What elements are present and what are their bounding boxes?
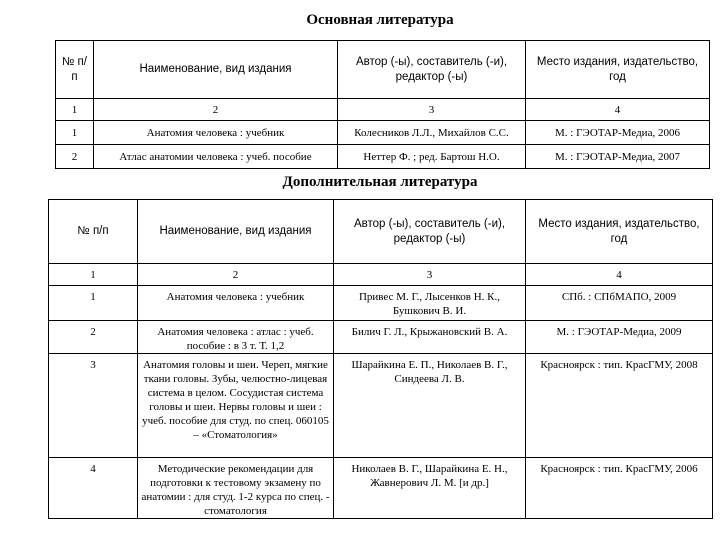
- column-number: 2: [94, 99, 338, 121]
- table-row: [56, 121, 710, 145]
- column-number: 3: [338, 99, 526, 121]
- book-author: Привес М. Г., Лысенков Н. К., Бушкович В. И.: [334, 286, 526, 321]
- book-publisher: СПб. : СПбМАПО, 2009: [526, 286, 713, 321]
- row-number: 1: [49, 286, 138, 321]
- additional-literature-title: Дополнительная литература: [282, 174, 478, 190]
- book-title: Методические рекомендации для подготовки к тестовому экзамену по анатомии : для студ. 1-2 курса по спец. - стоматология: [138, 458, 334, 519]
- book-publisher: Красноярск : тип. КрасГМУ, 2006: [526, 458, 713, 519]
- book-author: Николаев В. Г., Шарайкина Е. Н., Жавнерович Л. М. [и др.]: [334, 458, 526, 519]
- row-number: 2: [56, 145, 94, 169]
- book-title: Анатомия человека : учебник: [94, 121, 338, 145]
- book-author: Билич Г. Л., Крыжановский В. А.: [334, 321, 526, 354]
- header-row: [56, 41, 710, 99]
- column-number: 4: [526, 99, 710, 121]
- table-row: [56, 145, 710, 169]
- column-number: 2: [138, 264, 334, 286]
- book-title: Анатомия человека : атлас : учеб. пособие : в 3 т. Т. 1,2: [138, 321, 334, 354]
- column-number: 1: [56, 99, 94, 121]
- header-name: Наименование, вид издания: [94, 41, 338, 99]
- column-number: 3: [334, 264, 526, 286]
- header-author: Автор (-ы), составитель (-и), редактор (-ы): [338, 41, 526, 99]
- book-title: Анатомия человека : учебник: [138, 286, 334, 321]
- header-author: Автор (-ы), составитель (-и), редактор (-ы): [334, 200, 526, 264]
- table-row: [49, 286, 713, 321]
- header-row: [49, 200, 713, 264]
- book-publisher: М. : ГЭОТАР-Медиа, 2006: [526, 121, 710, 145]
- row-number: 3: [49, 354, 138, 458]
- table-row: [49, 321, 713, 354]
- row-number: 2: [49, 321, 138, 354]
- header-num: № п/п: [49, 200, 138, 264]
- additional-literature-table: [48, 199, 713, 519]
- book-author: Шарайкина Е. П., Николаев В. Г., Синдеева Л. В.: [334, 354, 526, 458]
- header-name: Наименование, вид издания: [138, 200, 334, 264]
- book-publisher: М. : ГЭОТАР-Медиа, 2007: [526, 145, 710, 169]
- book-publisher: Красноярск : тип. КрасГМУ, 2008: [526, 354, 713, 458]
- row-number: 4: [49, 458, 138, 519]
- book-author: Колесников Л.Л., Михайлов С.С.: [338, 121, 526, 145]
- main-literature-title: Основная литература: [306, 12, 454, 28]
- row-number: 1: [56, 121, 94, 145]
- main-literature-table: [55, 40, 710, 169]
- header-publisher: Место издания, издательство, год: [526, 200, 713, 264]
- column-number-row: [49, 264, 713, 286]
- column-number-row: [56, 99, 710, 121]
- book-publisher: М. : ГЭОТАР-Медиа, 2009: [526, 321, 713, 354]
- table-row: [49, 354, 713, 458]
- header-num: № п/п: [56, 41, 94, 99]
- header-publisher: Место издания, издательство, год: [526, 41, 710, 99]
- table-row: [49, 458, 713, 519]
- column-number: 4: [526, 264, 713, 286]
- column-number: 1: [49, 264, 138, 286]
- book-author: Неттер Ф. ; ред. Бартош Н.О.: [338, 145, 526, 169]
- book-title: Анатомия головы и шеи. Череп, мягкие ткани головы. Зубы, челюстно-лицевая система в целом. Сосудистая система головы и шеи. Нервы головы и шеи : учеб. пособие для студ. по спец. 060105 – «Стоматология»: [138, 354, 334, 458]
- book-title: Атлас анатомии человека : учеб. пособие: [94, 145, 338, 169]
